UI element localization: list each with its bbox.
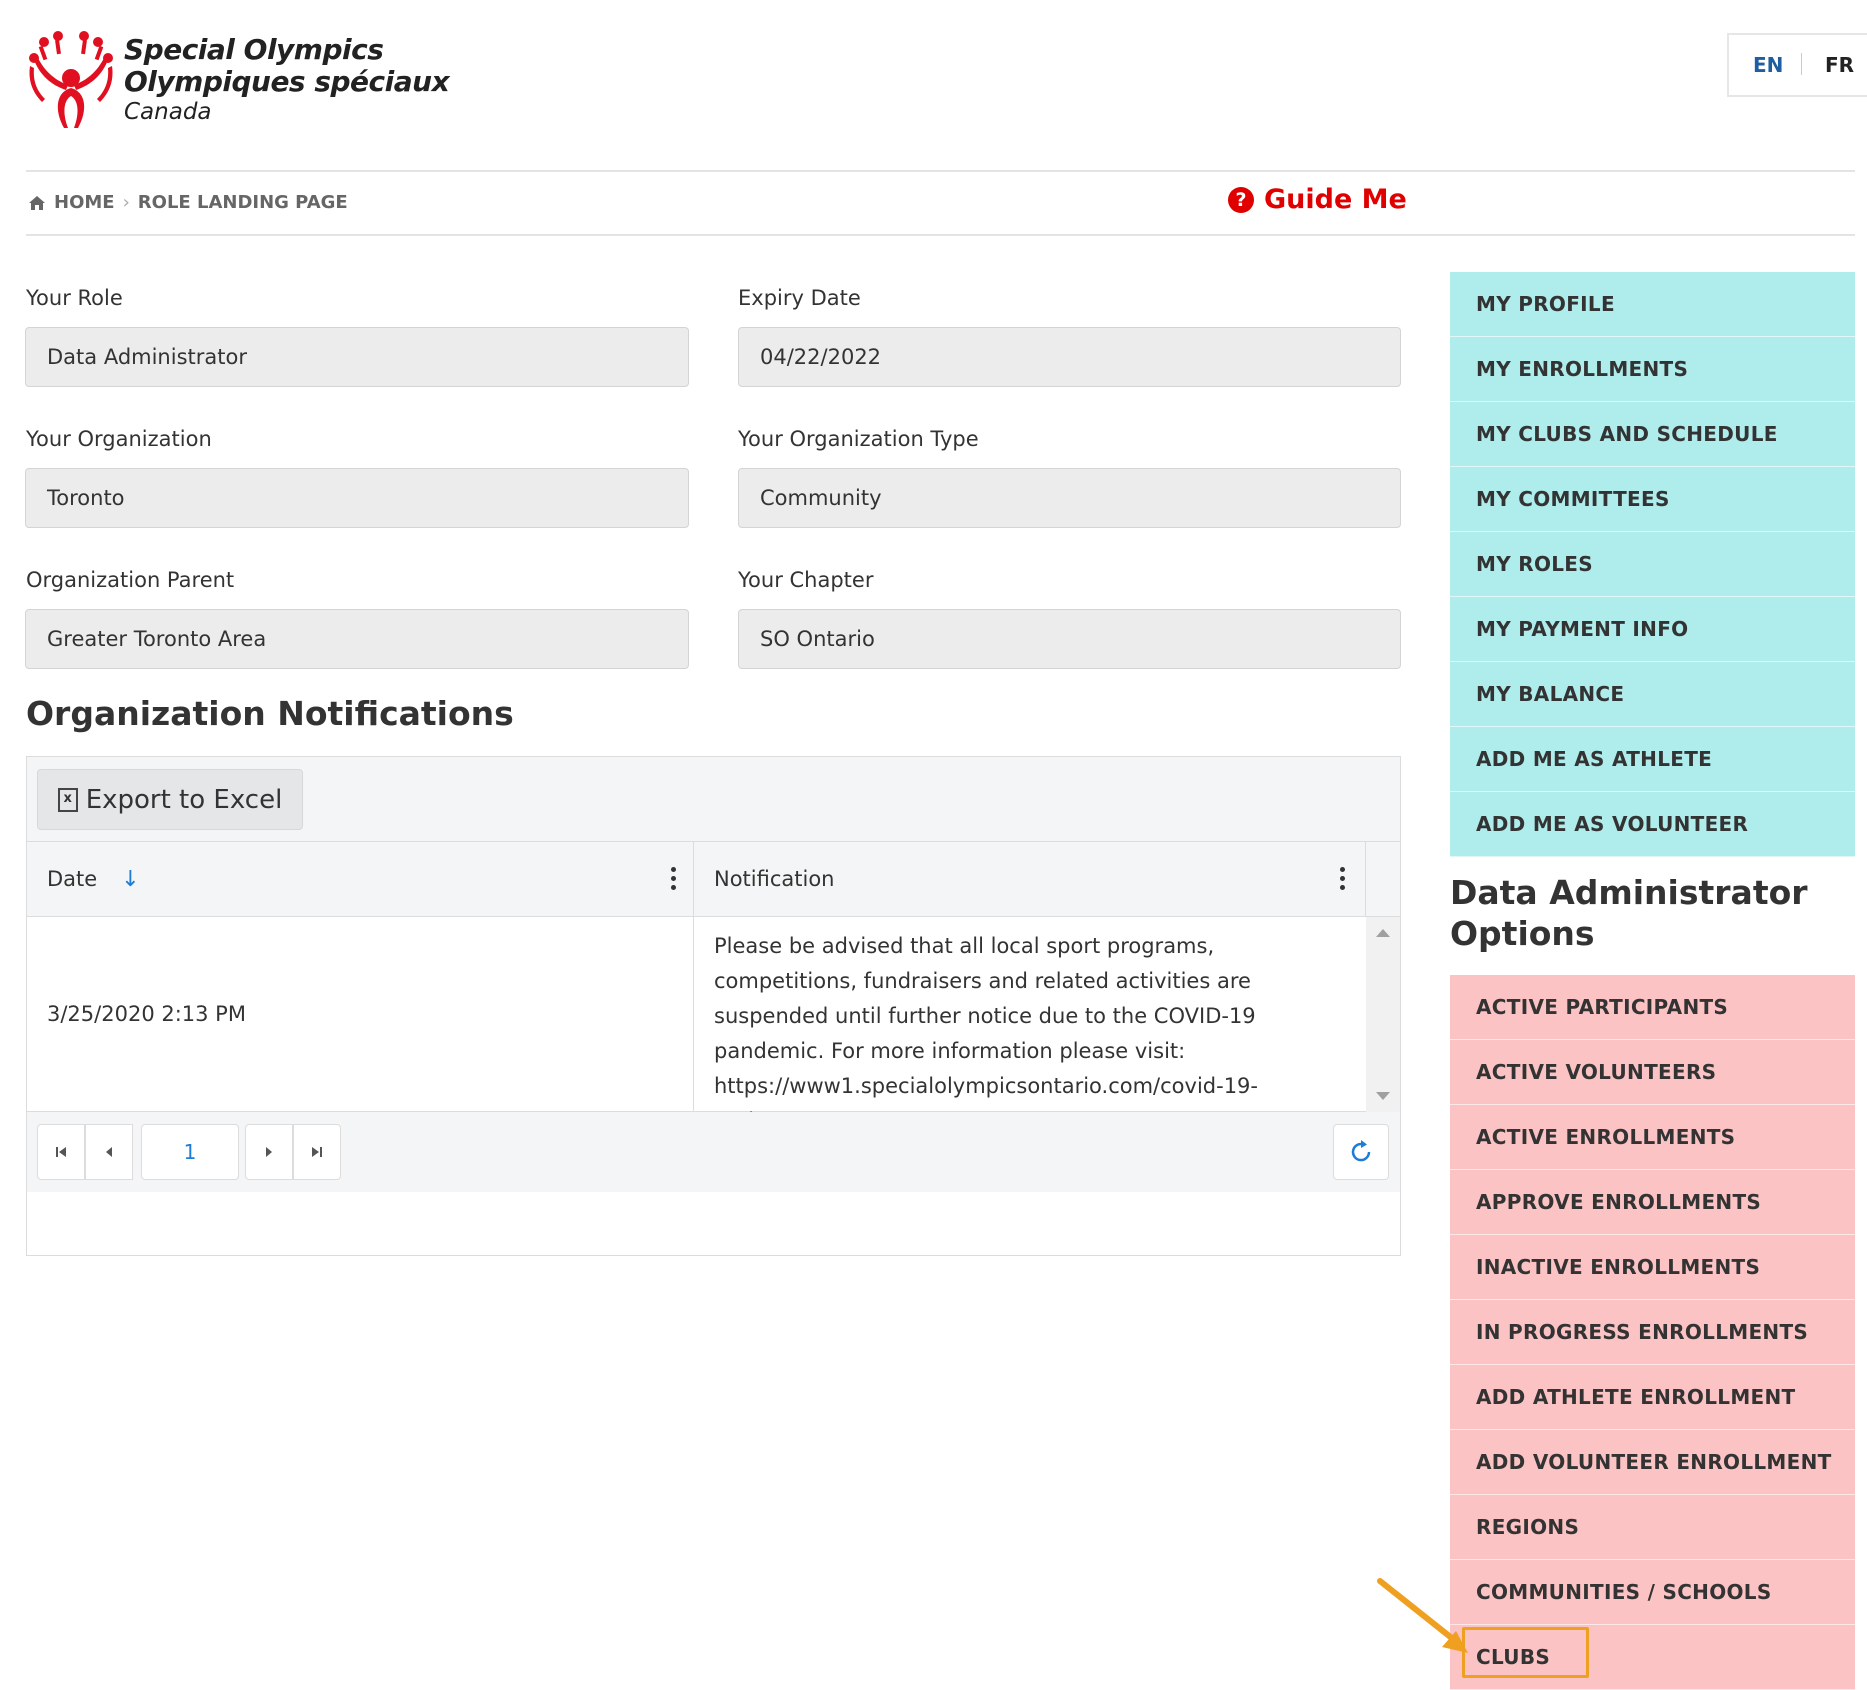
annotation-highlight-box	[1462, 1627, 1589, 1678]
language-en-link[interactable]: EN	[1753, 53, 1784, 77]
menu-item-active-volunteers[interactable]: ACTIVE VOLUNTEERS	[1450, 1040, 1855, 1105]
menu-item-communities-schools[interactable]: COMMUNITIES / SCHOOLS	[1450, 1560, 1855, 1625]
breadcrumb-current: ROLE LANDING PAGE	[137, 192, 348, 213]
home-icon[interactable]	[28, 195, 46, 211]
divider	[26, 170, 1855, 172]
menu-item-add-athlete-enrollment[interactable]: ADD ATHLETE ENROLLMENT	[1450, 1365, 1855, 1430]
site-logo[interactable]	[26, 30, 466, 130]
menu-item-add-me-as-athlete[interactable]: ADD ME AS ATHLETE	[1450, 727, 1855, 792]
next-page-button[interactable]	[245, 1124, 293, 1180]
table-row	[27, 917, 1400, 1112]
organization-parent-label: Organization Parent	[26, 568, 235, 592]
notification-date: 3/25/2020 2:13 PM	[27, 917, 694, 1112]
menu-item-active-participants[interactable]: ACTIVE PARTICIPANTS	[1450, 975, 1855, 1040]
menu-item-add-volunteer-enrollment[interactable]: ADD VOLUNTEER ENROLLMENT	[1450, 1430, 1855, 1495]
refresh-icon	[1347, 1138, 1375, 1166]
guide-me-label: Guide Me	[1264, 184, 1407, 215]
organization-type-field: Community	[738, 468, 1401, 528]
scroll-down-icon[interactable]	[1376, 1092, 1390, 1100]
page-number-1[interactable]: 1	[141, 1124, 239, 1180]
chapter-field: SO Ontario	[738, 609, 1401, 669]
language-switcher	[1727, 33, 1867, 97]
menu-item-regions[interactable]: REGIONS	[1450, 1495, 1855, 1560]
admin-options-menu	[1450, 975, 1855, 1690]
column-date-label: Date	[47, 867, 98, 891]
logo-line-3: Canada	[124, 99, 212, 125]
grid-pager	[27, 1112, 1400, 1192]
last-page-icon	[311, 1146, 323, 1158]
menu-item-inactive-enrollments[interactable]: INACTIVE ENROLLMENTS	[1450, 1235, 1855, 1300]
expiry-date-field: 04/22/2022	[738, 327, 1401, 387]
menu-item-active-enrollments[interactable]: ACTIVE ENROLLMENTS	[1450, 1105, 1855, 1170]
column-notification-label: Notification	[714, 867, 835, 891]
breadcrumb-home-link[interactable]: HOME	[54, 192, 115, 213]
menu-item-approve-enrollments[interactable]: APPROVE ENROLLMENTS	[1450, 1170, 1855, 1235]
sort-descending-icon[interactable]: ↓	[121, 867, 140, 892]
grid-header-row	[27, 842, 1400, 917]
menu-item-my-clubs-and-schedule[interactable]: MY CLUBS AND SCHEDULE	[1450, 402, 1855, 467]
previous-page-button[interactable]	[85, 1124, 133, 1180]
language-separator	[1801, 53, 1802, 75]
organization-field: Toronto	[25, 468, 689, 528]
question-icon: ?	[1228, 187, 1254, 213]
next-page-icon	[264, 1146, 274, 1158]
column-menu-icon[interactable]	[671, 864, 677, 894]
organization-label: Your Organization	[26, 427, 212, 451]
menu-item-my-roles[interactable]: MY ROLES	[1450, 532, 1855, 597]
menu-item-clubs[interactable]: CLUBS	[1450, 1625, 1855, 1690]
menu-item-add-me-as-volunteer[interactable]: ADD ME AS VOLUNTEER	[1450, 792, 1855, 857]
menu-item-my-balance[interactable]: MY BALANCE	[1450, 662, 1855, 727]
logo-line-2: Olympiques spéciaux	[124, 65, 450, 98]
special-olympics-logo-icon	[26, 30, 116, 130]
logo-line-1: Special Olympics	[124, 33, 384, 66]
column-menu-icon[interactable]	[1340, 864, 1346, 894]
vertical-scrollbar[interactable]	[1366, 917, 1400, 1112]
excel-file-icon: x	[58, 788, 78, 812]
grid-toolbar	[27, 757, 1400, 842]
first-page-icon	[55, 1146, 67, 1158]
organization-type-label: Your Organization Type	[738, 427, 979, 451]
notification-text: Please be advised that all local sport programs, competitions, fundraisers and related activities are suspended until further notice due to the COVID-19 pandemic. For more information please visit: https://www1.specialolympicsontario.com/covid-19-	[714, 934, 1259, 1098]
guide-me-button[interactable]	[1228, 184, 1407, 215]
role-label: Your Role	[26, 286, 123, 310]
menu-item-my-enrollments[interactable]: MY ENROLLMENTS	[1450, 337, 1855, 402]
organization-parent-field: Greater Toronto Area	[25, 609, 689, 669]
refresh-button[interactable]	[1333, 1124, 1389, 1180]
language-fr-link[interactable]: FR	[1825, 53, 1855, 77]
export-to-excel-button[interactable]	[37, 769, 303, 830]
divider	[26, 234, 1855, 236]
column-header-notification[interactable]	[694, 842, 1366, 917]
export-label: Export to Excel	[85, 784, 283, 815]
admin-options-title: Data Administrator Options	[1450, 873, 1808, 953]
breadcrumb	[28, 192, 348, 213]
notifications-grid	[26, 756, 1401, 1256]
chapter-label: Your Chapter	[738, 568, 874, 592]
first-page-button[interactable]	[37, 1124, 85, 1180]
notifications-title: Organization Notifications	[26, 694, 514, 733]
breadcrumb-chevron-icon: ›	[122, 192, 130, 213]
role-field: Data Administrator	[25, 327, 689, 387]
menu-item-in-progress-enrollments[interactable]: IN PROGRESS ENROLLMENTS	[1450, 1300, 1855, 1365]
scroll-up-icon[interactable]	[1376, 929, 1390, 937]
last-page-button[interactable]	[293, 1124, 341, 1180]
menu-item-my-committees[interactable]: MY COMMITTEES	[1450, 467, 1855, 532]
menu-item-my-profile[interactable]: MY PROFILE	[1450, 272, 1855, 337]
column-header-date[interactable]	[27, 842, 694, 917]
my-account-menu	[1450, 272, 1855, 857]
previous-page-icon	[104, 1146, 114, 1158]
menu-item-my-payment-info[interactable]: MY PAYMENT INFO	[1450, 597, 1855, 662]
expiry-date-label: Expiry Date	[738, 286, 861, 310]
